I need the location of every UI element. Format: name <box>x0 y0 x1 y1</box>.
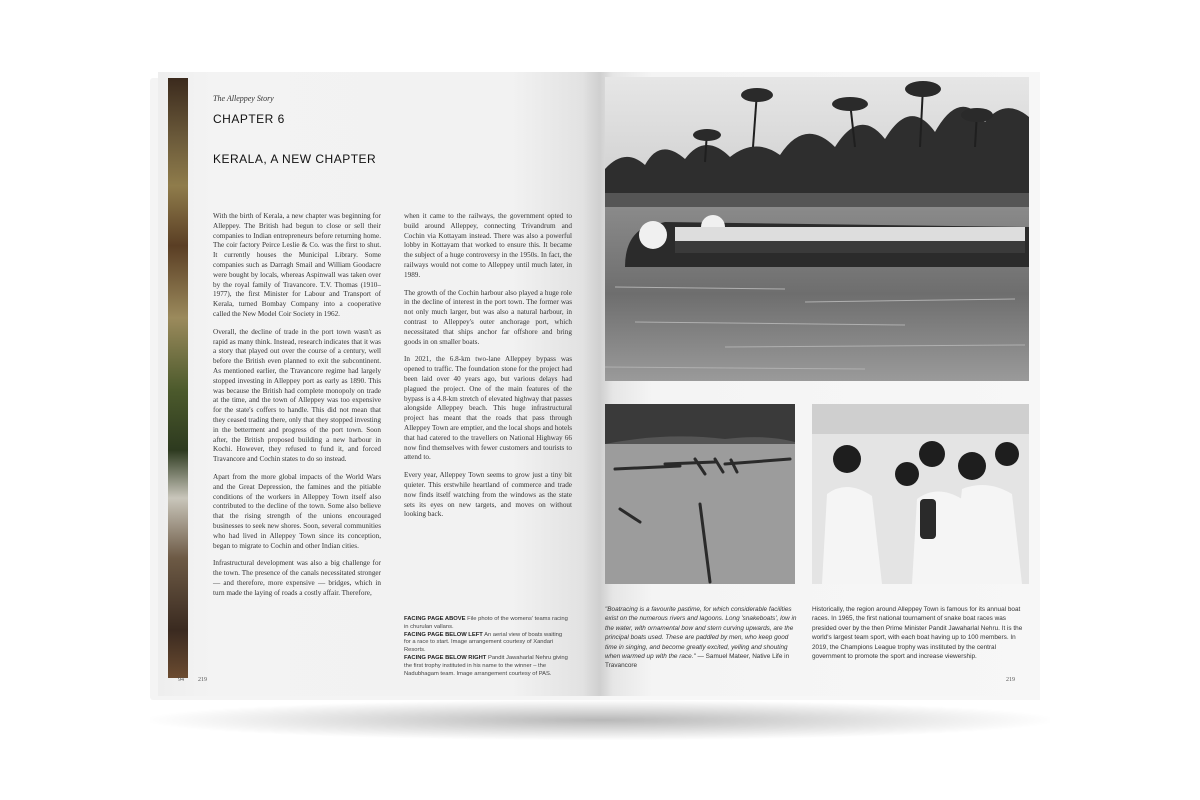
paragraph: Apart from the more global impacts of the World Wars and the Great Depression, the famines and the pitiable conditions of the workers in Alleppey Town itself also contributed to the decline of the town. Some also believe that the rising strength of the unions encouraged businesses to seek new shores. Soon, several communities who had lived in Alleppey Town since its conception, began to migrate to Cochin and other Indian cities. <box>213 472 381 550</box>
book-shadow <box>150 700 1050 740</box>
aerial-boats-photo <box>605 404 795 584</box>
nehru-trophy-photo <box>812 404 1029 584</box>
caption <box>404 655 570 678</box>
chapter-label: CHAPTER 6 <box>213 112 285 126</box>
snake-boat-race-photo <box>605 77 1029 381</box>
paragraph: With the birth of Kerala, a new chapter was beginning for Alleppey. The British had begun to close or sell their companies to Indian entrepreneurs before returning home. The coir factory Peirce Leslie & Co. was the first to shut. It currently houses the Municipal Library. Some companies such as Darragh Smail and William Goodacre were bought by locals, whereas Aspinwall was taken over by the royal family of Travancore. T.V. Thomas (1910–1977), the first Minister for Labour and Transport of Kerala, turned Bombay Company into a cooperative called the New Model Coir Society in 1962. <box>213 212 381 318</box>
paragraph: Overall, the decline of trade in the port town wasn't as rapid as many think. Instead, research indicates that it was a story that played out over the course of a century, well before the British even planned to exit the subcontinent. As mentioned earlier, the Travancore regime had largely stopped investing in Alleppey port as early as 1890. This was because the British had complete monopoly on trade at the time, and the town of Alleppey was too expensive for the state's coffers to handle. This did not mean that they ceased trading there, only that they stopped investing in the betterment and progress of the port town. Soon after, the British proposed building a new harbour in Kochi. However, they refused to fund it, and forced Travancore and Cochin states to do so instead. <box>213 327 381 464</box>
page-number: 219 <box>1006 677 1015 683</box>
previous-page-photo-edge <box>168 78 188 678</box>
page-number: 94 <box>178 677 184 683</box>
caption-text: File photo of the womens' teams racing in churulan vallans. <box>404 616 568 630</box>
nehru-trophy-image <box>812 404 1029 584</box>
running-head: The Alleppey Story <box>213 94 274 103</box>
caption-text: An aerial view of boats waiting for a race to start. Image arrangement courtesy of Xandari Resorts. <box>404 631 563 654</box>
left-page <box>158 72 600 696</box>
caption <box>404 616 570 632</box>
paragraph: Every year, Alleppey Town seems to grow just a tiny bit quieter. This erstwhile heartland of commerce and trade now finds itself watching from the windows as the state sets its eyes on new targets, and moves on without looking back. <box>404 471 572 519</box>
text-column-2 <box>404 212 572 528</box>
paragraph: In 2021, the 6.8-km two-lane Alleppey bypass was opened to traffic. The foundation stone for the project had been laid over 40 years ago, but various delays had plagued the project. One of the main features of the bypass is a 4.8-km stretch of elevated highway that passes alongside Alleppey beach. This huge infrastructural project has meant that the roads that pass through Alleppey Town are emptier, and the local shops and hotels that had catered to the travellers on National Highway 66 now find themselves with fewer customers and tourists to attend to. <box>404 355 572 462</box>
caption-label: FACING PAGE ABOVE <box>404 616 466 622</box>
page-number: 219 <box>198 677 207 683</box>
paragraph: Historically, the region around Alleppey Town is famous for its annual boat races. In 1965, the first national tournament of snake boat races was presided over by the then Prime Minister Pandit Jawaharlal Nehru. It is the world's largest team sport, with each boat having up to 100 members. In 2019, the Champions League trophy was instituted by the central government to promote the sport and increase viewership. <box>812 606 1023 661</box>
right-page <box>600 72 1036 696</box>
pull-quote <box>605 605 800 671</box>
caption-text: Pandit Jawaharlal Nehru giving the first trophy instituted in his name to the winner – the Nadubhagam team. Image arrangement courtesy of PAS. <box>404 654 568 677</box>
caption <box>404 632 570 655</box>
paragraph: when it came to the railways, the government opted to build around Alleppey, connecting Trivandrum and Cochin via Kottayam instead. There was also a powerful lobby in Kottayam that worked to ensure this. It became the subject of a huge controversy in the 1950s. In fact, the railways would not come to Alleppey until much later, in 1989. <box>404 212 572 279</box>
quote-attribution: — Samuel Mateer, Native Life in Travancore <box>605 653 790 670</box>
quote-text: "Boatracing is a favourite pastime, for which considerable facilities exist on the numerous rivers and lagoons. Long 'snakeboats', low in the water, with ornamental bow and stern curving upwards, are the principal boats used. These are paddled by men, who keep good time in singing, and become greatly excited, yelling and shouting when warmed up with the race." <box>605 606 797 661</box>
snake-boat-race-image <box>605 77 1029 381</box>
boat-race-history-text <box>812 605 1024 661</box>
chapter-title: KERALA, A NEW CHAPTER <box>213 152 377 166</box>
caption-label: FACING PAGE BELOW RIGHT <box>404 654 487 661</box>
paragraph: The growth of the Cochin harbour also played a huge role in the decline of interest in the port town. The former was not only much larger, but was also a natural harbour, in contrast to Alleppey's outer anchorage port, which necessitated that ships anchor far offshore and bring goods in on smaller boats. <box>404 288 572 346</box>
aerial-boats-image <box>605 404 795 584</box>
paragraph: Infrastructural development was also a big challenge for the town. The presence of the canals necessitated stronger — and therefore, more expensive — bridges, which in turn made the laying of roads a costly affair. Therefore, <box>213 559 381 597</box>
caption-label: FACING PAGE BELOW LEFT <box>404 631 483 638</box>
photo-captions <box>404 616 570 678</box>
text-column-1 <box>213 212 381 606</box>
